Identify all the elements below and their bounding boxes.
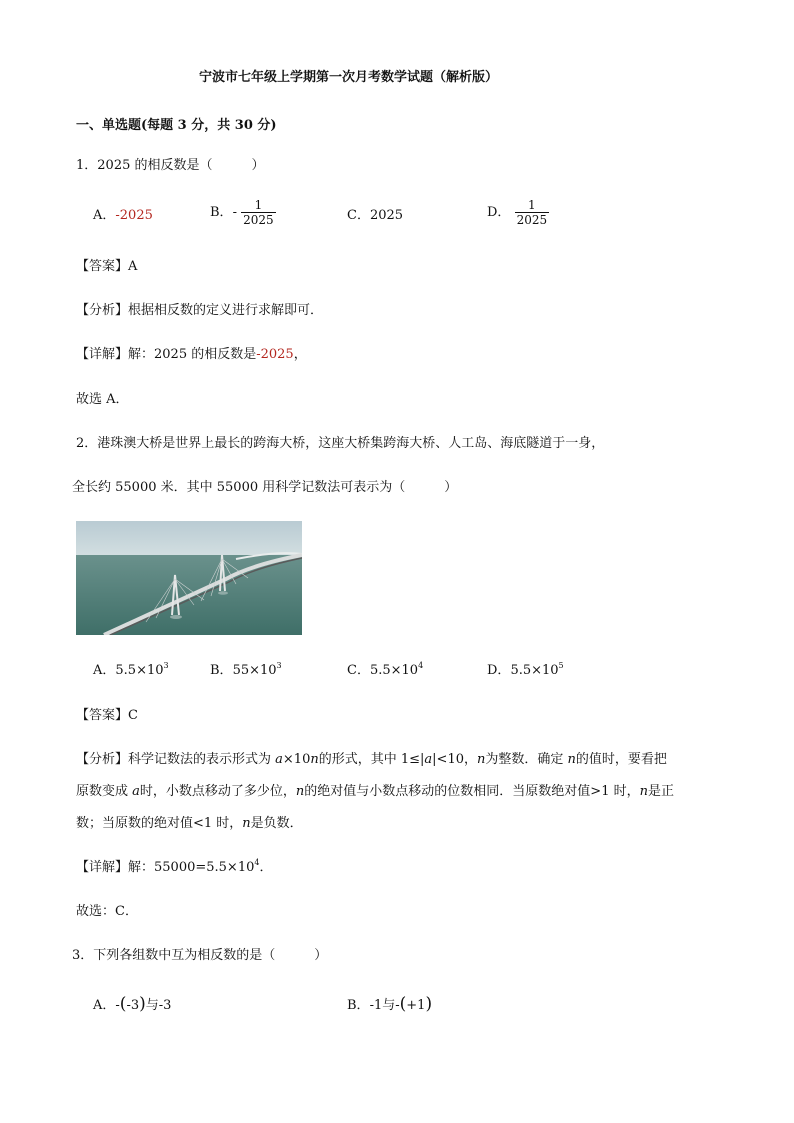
option-label: B．	[210, 205, 233, 220]
denominator: 2025	[243, 213, 274, 227]
detail-text: 【详解】解：2025 的相反数是	[76, 347, 257, 362]
sci-base: 5.5×10	[115, 663, 164, 678]
sci-exponent: 3	[163, 661, 169, 670]
q2-option-c	[347, 663, 423, 679]
analysis-text: |<10，	[432, 752, 477, 767]
paren-close: )	[139, 994, 146, 1014]
analysis-text: 是负数．	[250, 816, 303, 831]
sci-base: 5.5×10	[510, 663, 559, 678]
q1-analysis: 【分析】根据相反数的定义进行求解即可．	[76, 303, 324, 318]
expr-connector: 与	[145, 998, 159, 1013]
q2-analysis-line2	[76, 784, 674, 800]
question-2-stem-line2: 全长约 55000 米．其中 55000 用科学记数法可表示为（ ）	[72, 480, 458, 495]
detail-value: -2025	[256, 347, 294, 362]
option-label: C．	[347, 208, 370, 223]
option-label: A．	[93, 998, 116, 1013]
option-label: B．	[347, 998, 370, 1013]
q1-option-c	[347, 208, 403, 224]
q3-option-a	[93, 996, 171, 1014]
sci-base: 5.5×10	[369, 663, 419, 678]
analysis-text: 的值时，要看把	[575, 752, 667, 767]
bridge-photo	[76, 521, 302, 635]
expr-value: -3	[158, 998, 172, 1013]
analysis-text: 的形式，其中 1≤|	[318, 752, 425, 767]
detail-punct: ，	[293, 347, 307, 362]
question-2-stem-line1: 2．港珠澳大桥是世界上最长的跨海大桥，这座大桥集跨海大桥、人工岛、海底隧道于一身，	[76, 436, 605, 451]
question-3-stem: 3．下列各组数中互为相反数的是（ ）	[72, 948, 328, 963]
var-a: a	[132, 784, 140, 799]
numerator: 1	[528, 198, 536, 212]
option-label: D．	[487, 205, 511, 220]
q2-answer: 【答案】C	[76, 708, 138, 723]
sci-exponent: 3	[276, 661, 282, 670]
q1-answer: 【答案】A	[76, 259, 138, 274]
q2-choice: 故选：C．	[76, 904, 138, 919]
sci-exponent: 5	[558, 661, 564, 670]
option-label: C．	[347, 663, 370, 678]
fraction	[515, 198, 550, 227]
q1-detail	[76, 347, 307, 363]
q2-detail	[76, 860, 272, 876]
var-n: n	[477, 752, 486, 767]
analysis-text: ×10	[282, 752, 311, 767]
question-1-stem: 1．2025 的相反数是（ ）	[76, 158, 265, 173]
option-value: 2025	[369, 208, 404, 223]
expr-sign: -	[115, 998, 120, 1013]
expr-inner: -3	[126, 998, 140, 1013]
analysis-text: 原数变成	[76, 784, 133, 799]
section-heading: 一、单选题(每题 3 分，共 30 分)	[76, 118, 277, 133]
var-a: a	[275, 752, 283, 767]
q2-analysis-line1	[76, 752, 667, 768]
paren-open: (	[119, 994, 127, 1014]
var-n: n	[567, 752, 576, 767]
analysis-text: 时，小数点移动了多少位，	[139, 784, 296, 799]
detail-text: 【详解】解：55000=5.5×10	[76, 860, 255, 875]
q3-option-b	[347, 996, 432, 1014]
var-n: n	[242, 816, 251, 831]
paren-close: )	[425, 994, 433, 1014]
sci-exponent: 4	[418, 661, 424, 670]
q2-analysis-line3	[76, 816, 303, 832]
analysis-text: 【分析】科学记数法的表示形式为	[76, 752, 276, 767]
analysis-text: 的绝对值与小数点移动的位数相同．当原数绝对值>1 时，	[304, 784, 640, 799]
paren-open: (	[399, 994, 407, 1014]
option-label: D．	[487, 663, 511, 678]
expr-inner: +1	[406, 998, 426, 1013]
analysis-text: 数；当原数的绝对值<1 时，	[76, 816, 243, 831]
option-label: A．	[93, 663, 116, 678]
q1-choice: 故选 A．	[76, 392, 129, 407]
q1-option-b	[210, 198, 276, 227]
sci-base: 55×10	[232, 663, 277, 678]
analysis-text: 是正	[647, 784, 674, 799]
numerator: 1	[254, 198, 263, 212]
option-label: A．	[93, 208, 116, 223]
document-title: 宁波市七年级上学期第一次月考数学试题（解析版）	[199, 70, 499, 85]
q2-option-b	[210, 663, 282, 679]
detail-exponent: 4	[254, 858, 260, 867]
q1-option-d	[487, 198, 549, 227]
q2-option-a	[93, 663, 169, 679]
q1-option-a	[93, 208, 153, 224]
q2-option-d	[487, 663, 564, 679]
expr-text: -1与-	[369, 998, 400, 1013]
minus-sign: -	[232, 205, 237, 220]
option-value: -2025	[115, 208, 153, 223]
var-a: a	[424, 752, 433, 767]
option-label: B．	[210, 663, 233, 678]
detail-punct: ．	[259, 860, 273, 875]
fraction	[241, 198, 276, 227]
var-n: n	[639, 784, 648, 799]
analysis-text: 为整数．确定	[485, 752, 568, 767]
var-n: n	[295, 784, 305, 799]
denominator: 2025	[516, 213, 548, 227]
var-n: n	[310, 752, 319, 767]
